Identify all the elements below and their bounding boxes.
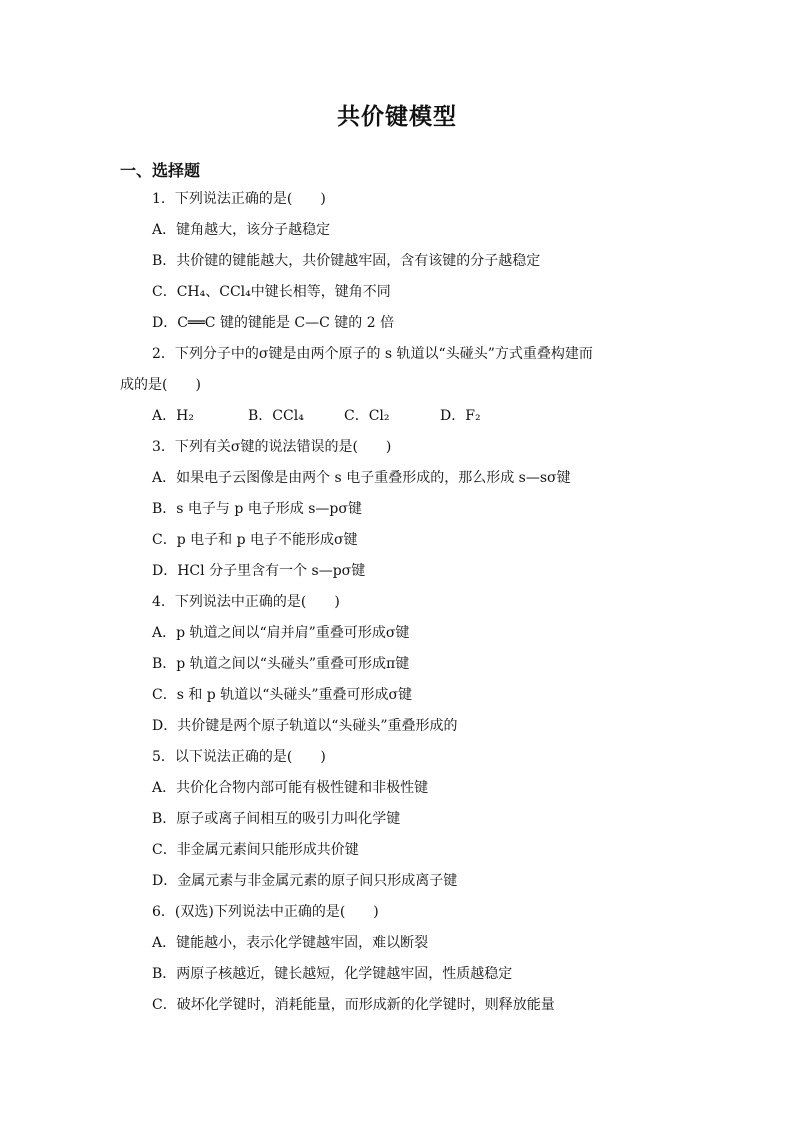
question-3-option-c: C．p 电子和 p 电子不能形成σ键 bbox=[152, 532, 358, 548]
question-3-option-a: A．如果电子云图像是由两个 s 电子重叠形成的，那么形成 s—sσ键 bbox=[152, 470, 571, 486]
question-5-option-b: B．原子或离子间相互的吸引力叫化学键 bbox=[152, 811, 401, 827]
question-2-option-b: B．CCl₄ bbox=[248, 408, 304, 424]
question-5-option-c: C．非金属元素间只能形成共价键 bbox=[152, 842, 359, 858]
page-title: 共价键模型 bbox=[337, 104, 457, 130]
question-2-option-a: A．H₂ bbox=[152, 408, 194, 424]
question-1-option-a: A．键角越大，该分子越稳定 bbox=[152, 222, 331, 238]
question-2-stem-line2: 成的是( ) bbox=[120, 377, 201, 393]
question-1-option-b: B．共价键的键能越大，共价键越牢固，含有该键的分子越稳定 bbox=[152, 253, 541, 269]
question-4-option-a: A．p 轨道之间以“肩并肩”重叠可形成σ键 bbox=[152, 625, 410, 641]
question-6-stem: 6．(双选)下列说法中正确的是( ) bbox=[152, 904, 379, 920]
question-2-option-d: D．F₂ bbox=[440, 408, 481, 424]
question-6-option-b: B．两原子核越近，键长越短，化学键越牢固，性质越稳定 bbox=[152, 966, 513, 982]
question-4-stem: 4．下列说法中正确的是( ) bbox=[152, 594, 340, 610]
question-5-stem: 5．以下说法正确的是( ) bbox=[152, 749, 326, 765]
question-3-option-d: D．HCl 分子里含有一个 s—pσ键 bbox=[152, 563, 366, 579]
question-3-option-b: B．s 电子与 p 电子形成 s—pσ键 bbox=[152, 501, 362, 517]
question-6-option-c: C．破坏化学键时，消耗能量，而形成新的化学键时，则释放能量 bbox=[152, 997, 555, 1013]
question-1-option-c: C．CH₄、CCl₄中键长相等，键角不同 bbox=[152, 284, 391, 300]
question-1-option-d: D．C══C 键的键能是 C—C 键的 2 倍 bbox=[152, 315, 395, 331]
question-4-option-b: B．p 轨道之间以“头碰头”重叠可形成π键 bbox=[152, 656, 410, 672]
section-heading: 一、选择题 bbox=[120, 161, 201, 180]
question-list bbox=[120, 188, 680, 1025]
question-6-option-a: A．键能越小，表示化学键越牢固，难以断裂 bbox=[152, 935, 429, 951]
question-2-options-row bbox=[120, 405, 680, 436]
question-4-option-c: C．s 和 p 轨道以“头碰头”重叠可形成σ键 bbox=[152, 687, 413, 703]
question-1-stem: 1．下列说法正确的是( ) bbox=[152, 191, 326, 207]
question-5-option-a: A．共价化合物内部可能有极性键和非极性键 bbox=[152, 780, 429, 796]
question-2-stem-line1: 2．下列分子中的σ键是由两个原子的 s 轨道以“头碰头”方式重叠构建而 bbox=[152, 346, 593, 362]
question-2-option-c: C．Cl₂ bbox=[344, 408, 390, 424]
question-4-option-d: D．共价键是两个原子轨道以“头碰头”重叠形成的 bbox=[152, 718, 458, 734]
question-3-stem: 3．下列有关σ键的说法错误的是( ) bbox=[152, 439, 392, 455]
question-5-option-d: D．金属元素与非金属元素的原子间只形成离子键 bbox=[152, 873, 458, 889]
